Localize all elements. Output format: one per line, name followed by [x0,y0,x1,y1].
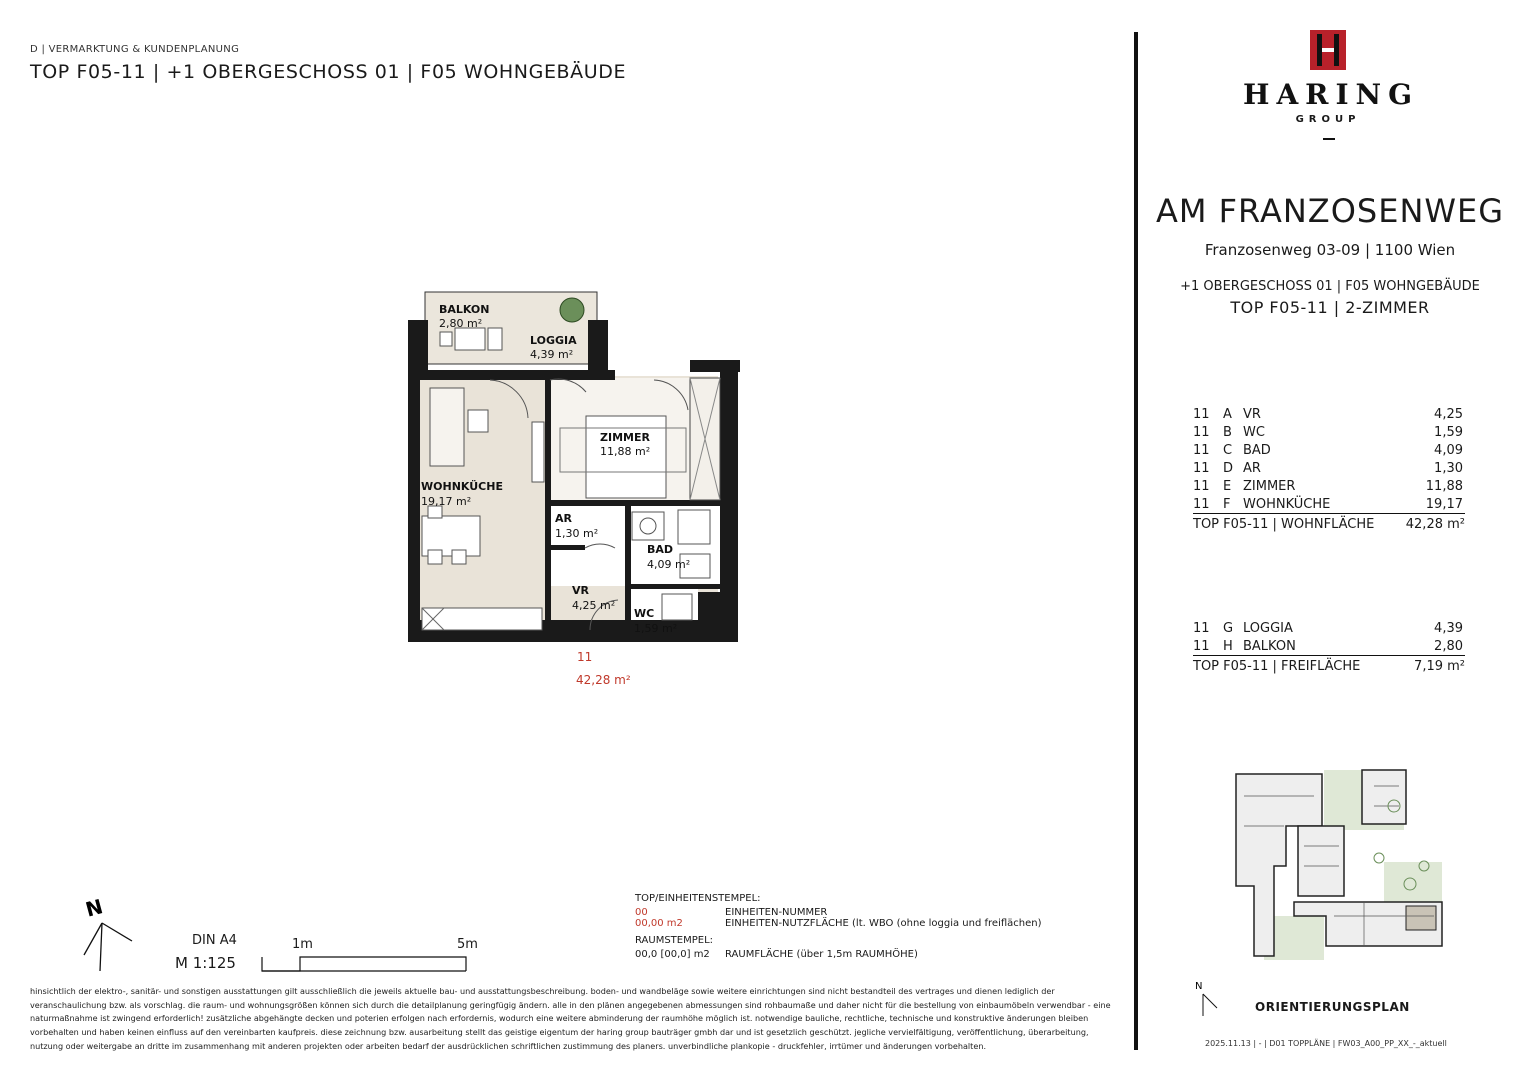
north-arrow-icon [1193,978,1227,1018]
shower-icon [678,510,710,544]
sofa [430,388,464,466]
table-row: 11 C BAD 4,09 [1193,442,1463,458]
living-area-total-value: 42,28 m² [1405,517,1465,532]
unit-number: 11 [577,650,593,664]
unit-area: 42,28 m² [576,673,631,687]
room-area-bad: 4,09 m² [647,558,691,571]
scale-mark-5m: 5m [457,937,478,952]
unit-stamp-title: TOP/EINHEITENSTEMPEL: [635,893,761,904]
room-name-bad: BAD [647,543,674,556]
wc-sink-icon [662,594,692,620]
brand-name: HARING [1243,78,1420,111]
orientation-north-arrow [1193,978,1227,1022]
table-row: 11 E ZIMMER 11,88 [1193,478,1463,494]
project-name: AM FRANZOSENWEG [1155,192,1505,230]
logo-mark-icon [1310,30,1346,70]
living-area-table [1193,405,1465,532]
disclaimer-text: hinsichtlich der elektro-, sanitär- und sonstigen ausstattungen gilt ausschließlich die jeweils aktuelle bau- und ausstattungsbeschreibung. boden- und wandbeläge sowie weitere einrichtungen sind nicht bestandteil des vertrages und dienen lediglich der veranschaulichung bzw. als vorschlag. die raum- und wohnungsgrößen können sich durch die detailplanung geringfügig ändern. alle in den plänen angegebenen abmessungen sind rohbaumaße und daher nicht für die bestellung von einbaumöbeln verwendbar - eine naturmaßnahme ist zwingend erforderlich! zusätzliche abgehängte decken und poterien erfolgen nach erfordernis, wodurch eine weitere abminderung der raumhöhe möglich ist. notwendige bauliche, rechtliche, technische und konstruktive änderungen bleiben vorbehalten und haben keinen einfluss auf den vereinbarten kaufpreis. diese zeichnung bzw. ausarbeitung stellt das geistige eigentum der haring group bauträger gmbh dar und ist gesetzlich geschützt. jegliche vervielfältigung, veröffentlichung, überarbeitung, nutzung oder weitergabe an dritte im zusammenhang mit anderen projekten oder arbeiten bedarf der ausdrücklichen schriftlichen zustimmung des planers. unverbindliche plankopie - druckfehler, irrtümer und änderungen vorbehalten. [30,986,1111,1051]
plan-id: 2025.11.13 | - | D01 TOPPLÄNE | FW03_A00_PP_XX_-_aktuell [1205,1039,1447,1048]
table-row: 11 H BALKON 2,80 [1193,638,1463,654]
legend-row: 00,00 m2 EINHEITEN-NUTZFLÄCHE (lt. WBO (ohne loggia und freiflächen) [635,918,1042,929]
plant-icon [560,298,584,322]
table-row: 11 B WC 1,59 [1193,424,1463,440]
floor-plan-drawing [400,280,750,700]
room-name-balkon: BALKON [439,303,490,316]
room-name-wohnkueche: WOHNKÜCHE [421,480,503,493]
floor-plan [400,280,750,700]
room-area-wc: 1,59 m² [634,622,678,635]
living-area-total [1193,513,1465,532]
room-area-balkon: 2,80 m² [439,317,483,330]
room-area-ar: 1,30 m² [555,527,599,540]
room-area-loggia: 4,39 m² [530,348,574,361]
paper-size: DIN A4 [192,933,237,948]
legend-row: 00,0 [00,0] m2 RAUMFLÄCHE (über 1,5m RAUMHÖHE) [635,949,918,960]
room-name-wc: WC [634,607,655,620]
north-arrow-icon [80,893,140,973]
orientation-plan [1234,766,1444,966]
room-name-ar: AR [555,512,572,525]
room-stamp-title: RAUMSTEMPEL: [635,935,714,946]
washing-machine-icon [632,512,664,540]
room-area-vr: 4,25 m² [572,599,616,612]
room-area-wohnkueche: 19,17 m² [421,495,472,508]
scale-mark-1m: 1m [292,937,313,952]
stamp-legend [635,893,1115,960]
table-row: 11 F WOHNKÜCHE 19,17 [1193,496,1463,512]
project-floor: +1 OBERGESCHOSS 01 | F05 WOHNGEBÄUDE [1180,279,1480,294]
legend-row: 00 EINHEITEN-NUMMER [635,907,828,918]
outdoor-area-total [1193,655,1465,674]
room-area-zimmer: 11,88 m² [600,445,651,458]
scale-bar [260,955,472,979]
panel-divider [1134,32,1138,1050]
table-row: 11 A VR 4,25 [1193,406,1463,422]
outdoor-area-table [1193,619,1465,674]
orientation-label: ORIENTIERUNGSPLAN [1255,1000,1410,1014]
living-area-total-label: TOP F05-11 | WOHNFLÄCHE [1193,517,1375,532]
brand-sub: GROUP [1295,114,1361,125]
table-row: 11 G LOGGIA 4,39 [1193,620,1463,636]
outdoor-area-total-value: 7,19 m² [1414,659,1465,674]
document-category: D | VERMARKTUNG & KUNDENPLANUNG [30,44,240,55]
svg-text:N: N [82,894,106,922]
svg-text:N: N [1195,981,1203,992]
project-unit: TOP F05-11 | 2-ZIMMER [1230,298,1430,317]
document-title: TOP F05-11 | +1 OBERGESCHOSS 01 | F05 WOHNGEBÄUDE [30,61,627,83]
scale-ratio: M 1:125 [175,954,236,972]
room-name-zimmer: ZIMMER [600,431,650,444]
logo-dash [1323,138,1335,140]
table-row: 11 D AR 1,30 [1193,460,1463,476]
room-name-vr: VR [572,584,589,597]
project-address: Franzosenweg 03-09 | 1100 Wien [1204,241,1456,259]
north-arrow [80,893,140,977]
outdoor-area-total-label: TOP F05-11 | FREIFLÄCHE [1193,659,1361,674]
room-name-loggia: LOGGIA [530,334,577,347]
